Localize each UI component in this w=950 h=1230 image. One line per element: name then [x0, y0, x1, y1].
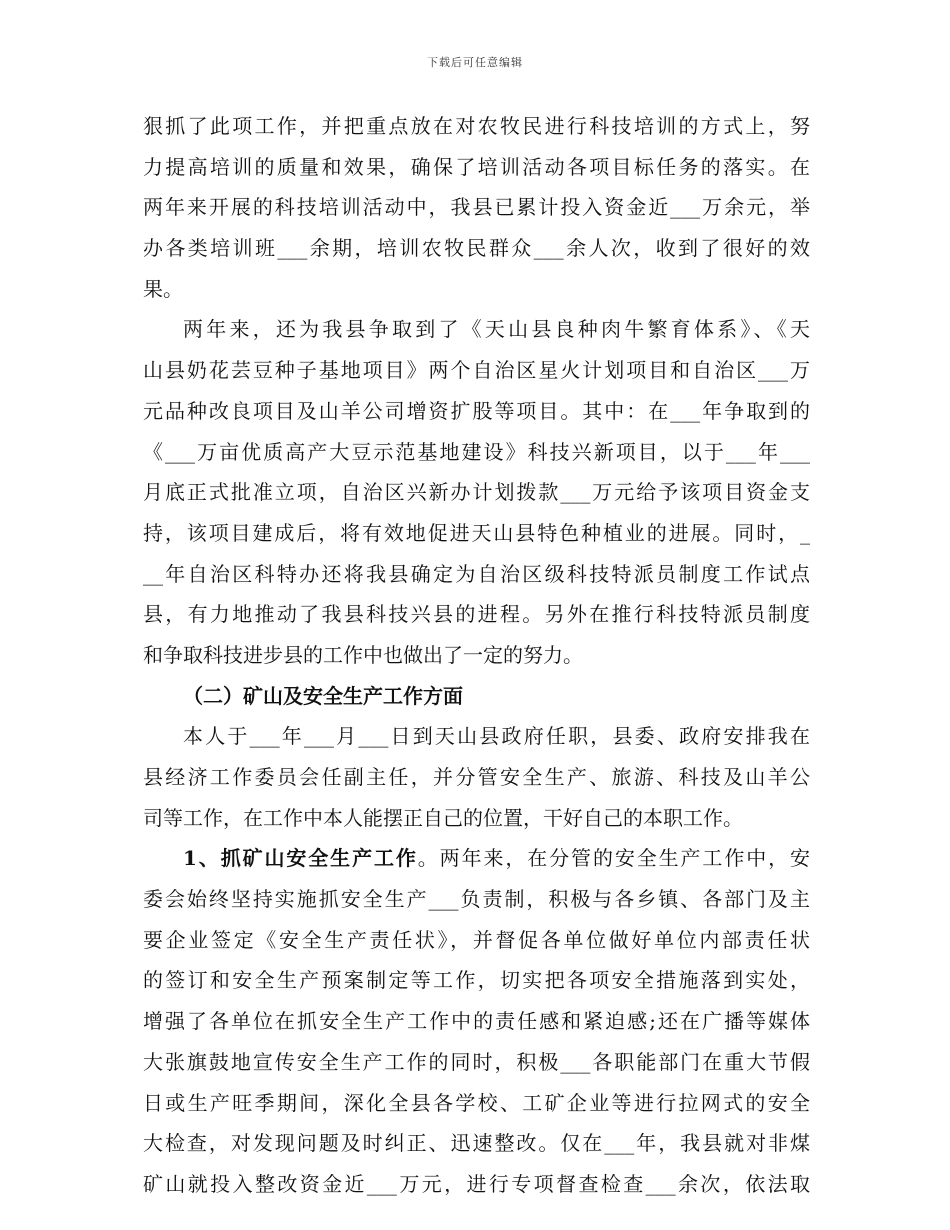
text-line: 月底正式批准立项，自治区兴新办计划拨款___万元给予该项目资金支 [143, 480, 810, 505]
text-line: __年自治区科特办还将我县确定为自治区级科技特派员制度工作试点 [143, 561, 810, 586]
text-line: 县经济工作委员会任副主任，并分管安全生产、旅游、科技及山羊公 [143, 765, 810, 789]
section-heading: （二）矿山及安全生产工作方面 [183, 683, 463, 708]
text-line: 办各类培训班___余期，培训农牧民群众___余人次，收到了很好的效 [143, 236, 810, 261]
text-line: 矿山就投入整改资金近___万元，进行专项督查检查___余次，依法取 [143, 1171, 810, 1196]
text-line [143, 838, 810, 879]
paragraph-4 [143, 838, 810, 1204]
text-line: 的签订和安全生产预案制定等工作，切实把各项安全措施落到实处， [143, 968, 810, 993]
page-header: 下载后可任意编辑 [427, 56, 523, 69]
paragraph-2 [143, 309, 810, 675]
paragraph-1 [143, 106, 810, 309]
text-line: 狠抓了此项工作，并把重点放在对农牧民进行科技培训的方式上，努 [143, 114, 810, 138]
text-line: 司等工作，在工作中本人能摆正自己的位置，干好自己的本职工作。 [143, 805, 743, 830]
line-rest: 。两年来，在分管的安全生产工作中，安 [417, 846, 811, 871]
text-line: 两年来，还为我县争取到了《天山县良种肉牛繁育体系》、《天 [183, 317, 810, 342]
text-line: 力提高培训的质量和效果，确保了培训活动各项目标任务的落实。在 [143, 154, 810, 179]
bold-lead: 1、抓矿山安全生产工作 [183, 846, 418, 871]
paragraph-3 [143, 716, 810, 838]
text-line: 大检查，对发现问题及时纠正、迅速整改。仅在___年，我县就对非煤 [143, 1131, 810, 1156]
text-line: 山县奶花芸豆种子基地项目》两个自治区星火计划项目和自治区___万 [143, 358, 810, 383]
text-line: 和争取科技进步县的工作中也做出了一定的努力。 [143, 642, 583, 667]
text-line: 本人于___年___月___日到天山县政府任职，县委、政府安排我在 [183, 724, 810, 749]
document-body [143, 106, 810, 1205]
text-line: 日或生产旺季期间，深化全县各学校、工矿企业等进行拉网式的安全 [143, 1090, 810, 1115]
text-line: 两年来开展的科技培训活动中，我县已累计投入资金近___万余元，举 [143, 195, 810, 220]
text-line: 持，该项目建成后，将有效地促进天山县特色种植业的进展。同时，_ [143, 520, 810, 545]
text-line: 增强了各单位在抓安全生产工作中的责任感和紧迫感;还在广播等媒体 [143, 1009, 810, 1034]
text-line: 果。 [143, 276, 183, 301]
text-line: 要企业签定《安全生产责任状》，并督促各单位做好单位内部责任状 [143, 927, 810, 952]
text-line: 委会始终坚持实施抓安全生产___负责制，积极与各乡镇、各部门及主 [143, 887, 810, 912]
text-line: 大张旗鼓地宣传安全生产工作的同时，积极___各职能部门在重大节假 [143, 1049, 810, 1074]
text-line: 县，有力地推动了我县科技兴县的进程。另外在推行科技特派员制度 [143, 602, 810, 627]
text-line: 《___万亩优质高产大豆示范基地建设》科技兴新项目，以于___年___ [143, 439, 810, 464]
text-line: 元品种改良项目及山羊公司增资扩股等项目。其中：在___年争取到的 [143, 398, 810, 423]
